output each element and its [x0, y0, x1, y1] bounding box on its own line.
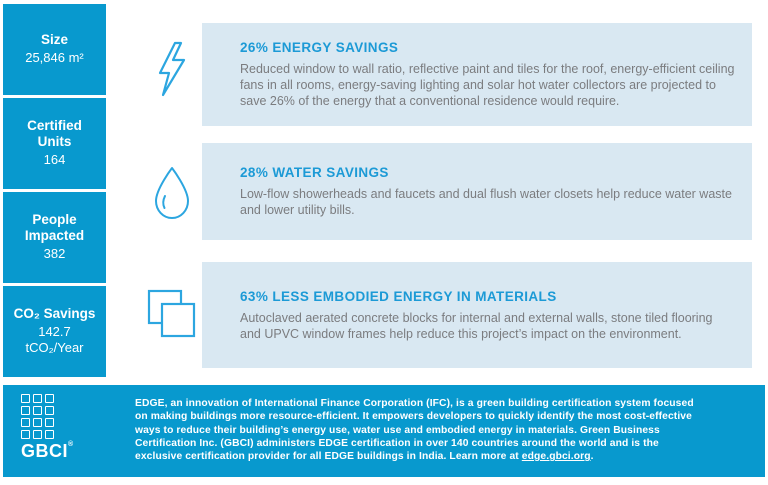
gbci-logo-grid [21, 394, 74, 439]
stat-value: 142.7 [38, 323, 71, 339]
stat-unit: tCO₂/Year [25, 340, 84, 356]
section-body: Low-flow showerheads and faucets and dual flush water closets help reduce water waste and lower utility bills. [240, 187, 732, 217]
stat-label: CO₂ Savings [13, 305, 96, 321]
logo-square [33, 418, 42, 427]
gbci-wordmark: GBCI [21, 441, 68, 461]
logo-square [45, 394, 54, 403]
logo-square [45, 406, 54, 415]
stat-card-certified-units [3, 98, 106, 189]
section-title: 28% WATER SAVINGS [240, 165, 389, 180]
section-body: Reduced window to wall ratio, reflective paint and tiles for the roof, energy-efficient ceiling fans in all rooms, energy-saving lighting and solar hot water collectors are projected to save 26% of the energy that a conventional residence would require. [240, 62, 735, 108]
gbci-logo [21, 394, 74, 460]
stat-card-people-impacted [3, 192, 106, 283]
footer-text-after-link: . [590, 451, 594, 463]
stat-value: 25,846 m² [25, 50, 84, 66]
section-body: Autoclaved aerated concrete blocks for internal and external walls, stone tiled flooring and UPVC window frames help reduce this project’s impact on the environment. [240, 310, 713, 341]
stat-card-size [3, 4, 106, 95]
overlapping-squares-icon [140, 288, 204, 340]
stat-value: 164 [43, 151, 66, 167]
section-card-embodied-energy [202, 262, 752, 368]
logo-square [33, 430, 42, 439]
registered-mark: ® [68, 441, 74, 448]
footer-description [135, 397, 705, 463]
logo-square [21, 430, 30, 439]
footer-text-before-link: EDGE, an innovation of International Finance Corporation (IFC), is a green building certification system focused on making buildings more resource-efficient. It empowers developers to quickly identify the most cost-effective ways to reduce their building’s energy use, water use and embodied energy in materials. Green Business Certification Inc. (GBCI) administers EDGE certification in over 140 countries around the world and is the exclusive certification provider for all EDGE buildings in India. Learn more at [135, 398, 694, 463]
logo-square [33, 394, 42, 403]
logo-square [21, 406, 30, 415]
section-card-water-savings [202, 143, 752, 240]
stat-label: Certified Units [27, 118, 82, 150]
logo-square [33, 406, 42, 415]
section-title: 63% LESS EMBODIED ENERGY IN MATERIALS [240, 288, 557, 304]
edge-gbci-link[interactable]: edge.gbci.org [521, 451, 591, 463]
stat-label: People Impacted [24, 212, 85, 244]
footer-bar [3, 385, 765, 477]
logo-square [21, 418, 30, 427]
stat-card-co2-savings [3, 286, 106, 377]
lightning-bolt-icon [140, 40, 204, 98]
section-title: 26% ENERGY SAVINGS [240, 40, 399, 55]
water-drop-icon [140, 166, 204, 220]
logo-square [45, 430, 54, 439]
logo-square [21, 394, 30, 403]
stat-value: 382 [43, 245, 66, 261]
logo-square [45, 418, 54, 427]
section-card-energy-savings [202, 23, 752, 126]
gbci-logo-text [21, 442, 74, 460]
stat-label: Size [40, 32, 68, 48]
